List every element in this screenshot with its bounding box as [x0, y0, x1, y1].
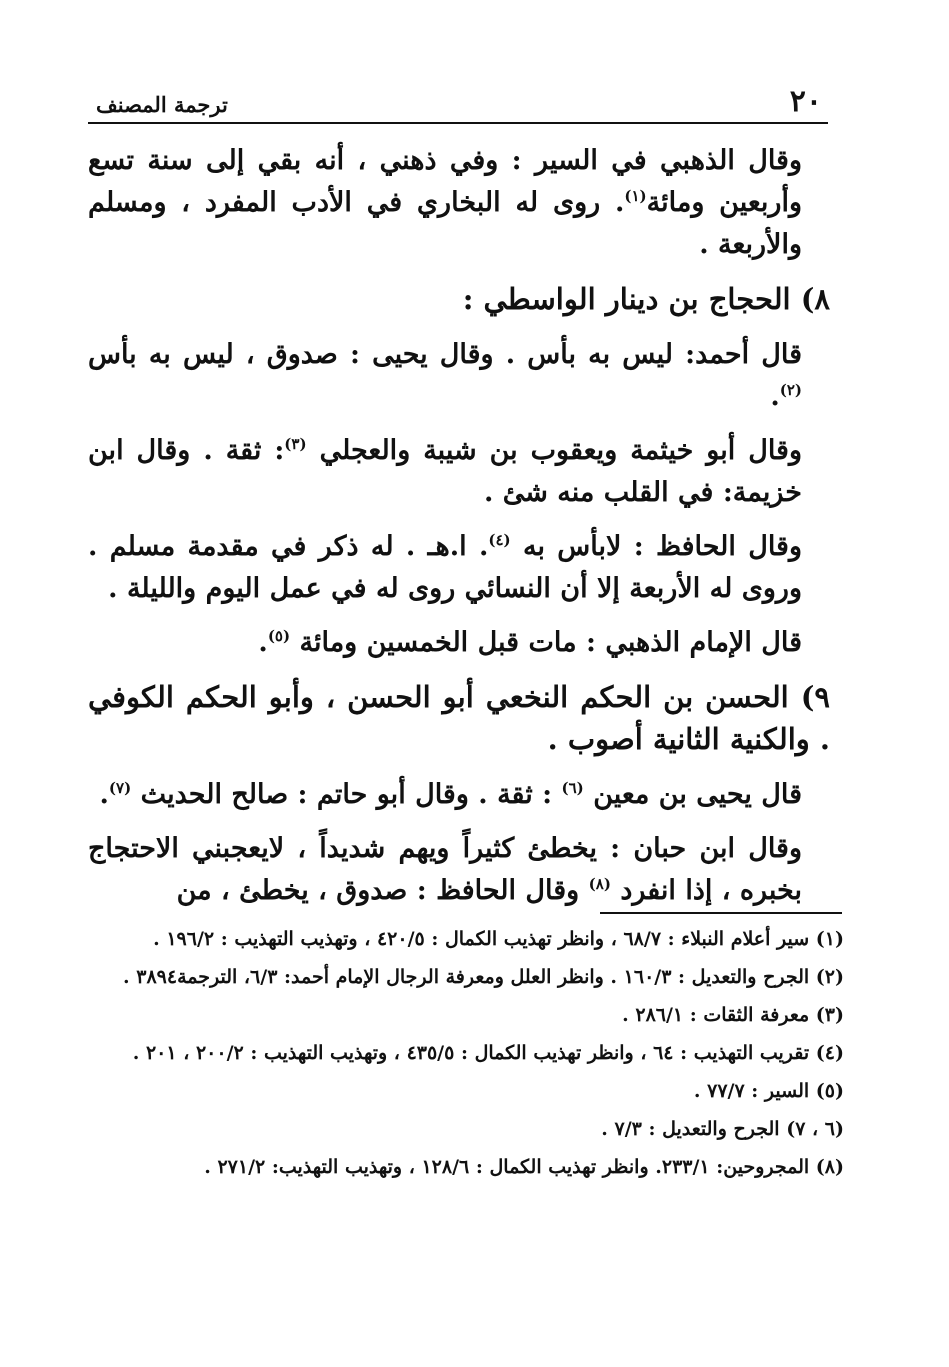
footnote-5: (٥) السير : ٧٧/٧ .: [693, 1080, 844, 1102]
footnote-4: (٤) تقريب التهذيب : ٦٤ ، وانظر تهذيب الكمال : ٤٣٥/٥ ، وتهذيب التهذيب : ٢٠٠/٢ ، ٢٠١ .: [132, 1042, 844, 1064]
footnote-3: (٣) معرفة الثقات : ٢٨٦/١ .: [622, 1004, 844, 1026]
page-number: ٢٠: [789, 84, 822, 119]
paragraph: وقال الحافظ : لابأس به $^{(٤)}$. ا.هـ . له ذكر في مقدمة مسلم . وروى له الأربعة إلا أن النسائي روى له في عمل اليوم والليلة .: [88, 531, 802, 604]
footnote-ref: (٢): [779, 381, 802, 399]
paragraph: قال الإمام الذهبي : مات قبل الخمسين ومائة $^{(٥)}$.: [258, 627, 802, 658]
footnote-1: (١) سير أعلام النبلاء : ٦٨/٧ ، وانظر تهذيب الكمال : ٤٢٠/٥ ، وتهذيب التهذيب : ١٩٦/٢ .: [153, 928, 844, 950]
footnote-ref: (٧): [108, 779, 132, 797]
footnote-ref: (٥): [267, 627, 291, 645]
footnote-ref: (١): [624, 187, 647, 205]
footnote-ref: (٣): [284, 435, 307, 453]
entry-heading-8: ٨) الحجاج بن دينار الواسطي :: [462, 282, 830, 316]
paragraph: وقال الذهبي في السير : وفي ذهني ، أنه بقي إلى سنة تسع وأربعين ومائة$^{(١)}$. روى له البخاري في الأدب المفرد ، ومسلم والأربعة .: [88, 145, 803, 260]
paragraph: وقال أبو خيثمة ويعقوب بن شيبة والعجلي $^{(٣)}$: ثقة . وقال ابن خزيمة: في القلب منه شئ .: [88, 435, 802, 508]
paragraph: قال يحيى بن معين $^{(٦)}$ : ثقة . وقال أبو حاتم : صالح الحديث $^{(٧)}$.: [99, 779, 802, 810]
footnotes: [100, 924, 844, 1190]
footnote-6-7: (٦ ، ٧) الجرح والتعديل : ٧/٣ .: [601, 1118, 844, 1140]
paragraph: قال أحمد: ليس به بأس . وقال يحيى : صدوق ، ليس به بأس $^{(٢)}$.: [88, 339, 802, 412]
page-header: [88, 86, 828, 124]
footnote-separator: [600, 912, 842, 914]
footnote-ref: (٨): [588, 875, 611, 893]
footnote-ref: (٤): [488, 531, 511, 549]
main-text: [88, 140, 830, 924]
footnote-2: (٢) الجرح والتعديل : ١٦٠/٣ . وانظر العلل ومعرفة الرجال الإمام أحمد: ٦/٣، الترجمة٣٨٩٤ .: [123, 966, 844, 988]
running-title: ترجمة المصنف: [96, 92, 228, 117]
footnote-8: (٨) المجروحين: ٢٣٣/١. وانظر تهذيب الكمال : ١٢٨/٦ ، وتهذيب التهذيب: ٢٧١/٢ .: [204, 1156, 844, 1178]
footnote-ref: (٦): [561, 779, 584, 797]
paragraph: وقال ابن حبان : يخطئ كثيراً ويهم شديداً ، لايعجبني الاحتجاج بخبره ، إذا انفرد $^{(٨)}$ وقال الحافظ : صدوق ، يخطئ ، من: [88, 833, 802, 906]
entry-heading-9: ٩) الحسن بن الحكم النخعي أبو الحسن ، وأبو الحكم الكوفي . والكنية الثانية أصوب .: [88, 680, 830, 756]
